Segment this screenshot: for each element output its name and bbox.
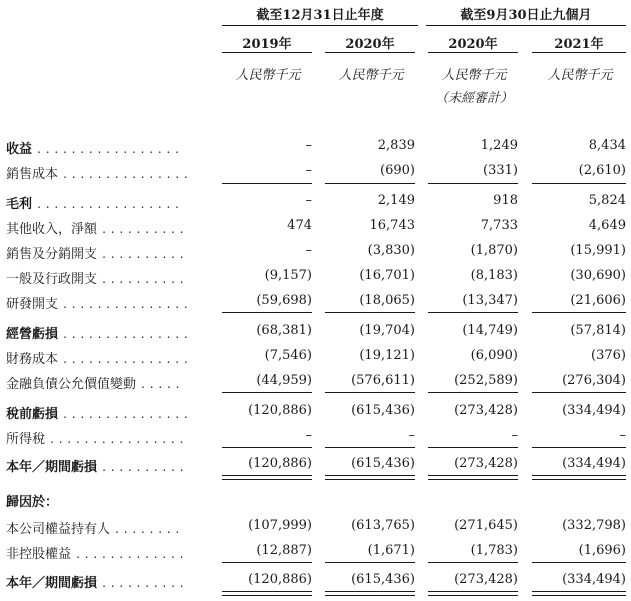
row-label-cell <box>6 138 211 157</box>
leader-dots: . . . . . . . . . . <box>102 272 185 286</box>
row-value-col2: (19,121) <box>359 348 415 363</box>
rule-after-non-controlling-col1 <box>222 562 312 563</box>
row-value-col1: (44,959) <box>256 373 312 388</box>
row-label: 研發開支 <box>6 297 59 312</box>
row-value-col1: (12,887) <box>256 543 312 558</box>
row-value-col2: (615,436) <box>351 403 415 418</box>
double-rule-total-bottom-col1 <box>222 595 312 596</box>
row-value-col3: (14,749) <box>462 323 518 338</box>
row-label-cell <box>6 403 211 422</box>
rule-after-cost-of-sales-col2 <box>325 183 415 184</box>
row-value-col1: (59,698) <box>256 293 312 308</box>
rule-after-rnd-col3 <box>428 312 518 313</box>
row-value-col1: (120,886) <box>248 572 312 587</box>
year-rule-1 <box>222 52 312 53</box>
row-value-col4: (276,304) <box>562 373 626 388</box>
row-label: 財務成本 <box>6 352 59 367</box>
leader-dots: . . . . . <box>141 377 180 391</box>
row-value-col2: (16,701) <box>359 268 415 283</box>
year-header-2020a: 2020年 <box>345 37 395 52</box>
row-value-col1: (7,546) <box>264 348 312 363</box>
double-rule-total-top-col1 <box>222 591 312 592</box>
leader-dots: . . . . . . . . . . <box>102 222 185 236</box>
rule-after-income-tax-col3 <box>428 447 518 448</box>
rule-after-non-controlling-col4 <box>532 562 626 563</box>
row-label-cell <box>6 518 211 537</box>
leader-dots: . . . . . . . . . . . . . . . <box>63 297 189 311</box>
rule-after-cost-of-sales-col4 <box>532 183 626 184</box>
rule-after-non-controlling-col2 <box>325 562 415 563</box>
row-label-cell <box>6 193 211 212</box>
row-label-cell <box>6 163 211 182</box>
rule-after-rnd-col1 <box>222 312 312 313</box>
row-value-col2: (18,065) <box>359 293 415 308</box>
header-group2-rule <box>426 25 626 26</box>
row-value-col1: (68,381) <box>256 323 312 338</box>
row-label-cell <box>6 428 211 447</box>
double-rule-bottom-col3 <box>428 479 518 480</box>
row-value-col3: (271,645) <box>454 518 518 533</box>
rule-after-fv-change-col2 <box>325 392 415 393</box>
row-value-col4: (1,696) <box>578 543 626 558</box>
row-value-col4: (334,494) <box>562 572 626 587</box>
leader-dots: . . . . . . . . . . . . . . . <box>63 407 189 421</box>
row-value-col1: (120,886) <box>248 403 312 418</box>
year-header-2019: 2019年 <box>242 37 292 52</box>
row-value-col2: 2,149 <box>377 193 415 208</box>
row-value-col4: 5,824 <box>588 193 626 208</box>
rule-after-non-controlling-col3 <box>428 562 518 563</box>
row-label: 非控股權益 <box>6 547 72 562</box>
rule-after-income-tax-col2 <box>325 447 415 448</box>
row-value-col3: (13,347) <box>462 293 518 308</box>
header-group-year-ended: 截至12月31日止年度 <box>256 8 384 23</box>
rule-after-fv-change-col3 <box>428 392 518 393</box>
double-rule-bottom-col4 <box>532 479 626 480</box>
row-value-col3: (273,428) <box>454 456 518 471</box>
row-value-col1: 474 <box>287 218 312 233</box>
row-label: 稅前虧損 <box>6 407 59 422</box>
row-value-col3: (273,428) <box>454 572 518 587</box>
row-value-col2: (613,765) <box>351 518 415 533</box>
row-value-col4: (334,494) <box>562 403 626 418</box>
row-value-col2: (3,830) <box>367 243 415 258</box>
row-label: 本公司權益持有人 <box>6 522 111 537</box>
double-rule-bottom-col2 <box>325 479 415 480</box>
row-value-col1: – <box>305 243 312 258</box>
currency-label-2: 人民幣千元 <box>338 68 404 83</box>
leader-dots: . . . . . . . . . . . . . <box>76 547 184 561</box>
double-rule-top-col1 <box>222 475 312 476</box>
row-value-col4: (30,690) <box>570 268 626 283</box>
row-value-col3: (252,589) <box>454 373 518 388</box>
row-value-col4: – <box>619 428 626 443</box>
double-rule-total-bottom-col2 <box>325 595 415 596</box>
double-rule-top-col2 <box>325 475 415 476</box>
row-value-col4: (57,814) <box>570 323 626 338</box>
double-rule-top-col4 <box>532 475 626 476</box>
rule-after-rnd-col2 <box>325 312 415 313</box>
row-label: 其他收入，淨額 <box>6 222 98 237</box>
leader-dots: . . . . . . . . . . <box>102 247 185 261</box>
row-value-col3: (1,870) <box>470 243 518 258</box>
row-value-col4: 4,649 <box>588 218 626 233</box>
row-value-col3: 1,249 <box>480 138 518 153</box>
leader-dots: . . . . . . . . . . . . . . . <box>63 167 189 181</box>
row-value-col1: (120,886) <box>248 456 312 471</box>
row-label: 金融負債公允價值變動 <box>6 377 137 392</box>
row-value-col4: (21,606) <box>570 293 626 308</box>
double-rule-total-top-col4 <box>532 591 626 592</box>
row-label: 本年／期間虧損 <box>6 460 98 475</box>
header-group-nine-months: 截至9月30日止九個月 <box>460 8 592 23</box>
leader-dots: . . . . . . . . . . <box>102 460 185 474</box>
rule-after-cost-of-sales-col3 <box>428 183 518 184</box>
row-value-col1: – <box>305 138 312 153</box>
row-value-col4: 8,434 <box>588 138 626 153</box>
row-label: 一般及行政開支 <box>6 272 98 287</box>
leader-dots: . . . . . . . . . . . . . . . . <box>50 432 184 446</box>
year-header-2021: 2021年 <box>554 37 604 52</box>
double-rule-total-bottom-col3 <box>428 595 518 596</box>
row-value-col2: (1,671) <box>367 543 415 558</box>
row-label-cell <box>6 218 211 237</box>
year-rule-3 <box>428 52 518 53</box>
row-value-col2: (615,436) <box>351 456 415 471</box>
rule-after-income-tax-col1 <box>222 447 312 448</box>
row-value-col2: (615,436) <box>351 572 415 587</box>
row-label: 經營虧損 <box>6 327 59 342</box>
row-value-col1: (107,999) <box>248 518 312 533</box>
row-value-col3: (331) <box>483 163 518 178</box>
row-label-cell <box>6 543 211 562</box>
row-label: 收益 <box>6 142 33 157</box>
row-value-col1: (9,157) <box>264 268 312 283</box>
rule-after-fv-change-col1 <box>222 392 312 393</box>
year-rule-2 <box>325 52 415 53</box>
row-label-cell <box>6 348 211 367</box>
double-rule-total-bottom-col4 <box>532 595 626 596</box>
row-label: 銷售及分銷開支 <box>6 247 98 262</box>
leader-dots: . . . . . . . . . . . . . . . . . <box>37 197 180 211</box>
row-value-col3: (6,090) <box>470 348 518 363</box>
double-rule-total-top-col3 <box>428 591 518 592</box>
row-label-cell <box>6 456 211 475</box>
row-label-cell <box>6 572 211 591</box>
row-label-cell <box>6 491 211 510</box>
leader-dots: . . . . . . . . <box>115 522 180 536</box>
double-rule-bottom-col1 <box>222 479 312 480</box>
rule-after-rnd-col4 <box>532 312 626 313</box>
row-label: 所得稅 <box>6 432 46 447</box>
row-label: 毛利 <box>6 197 33 212</box>
row-label: 銷售成本 <box>6 167 59 182</box>
row-label-cell <box>6 243 211 262</box>
leader-dots: . . . . . . . . . . . . . . . <box>63 327 189 341</box>
row-value-col2: (576,611) <box>351 373 415 388</box>
row-label-cell <box>6 323 211 342</box>
row-value-col1: – <box>305 193 312 208</box>
year-header-2020b: 2020年 <box>448 37 498 52</box>
row-value-col4: (2,610) <box>578 163 626 178</box>
row-value-col1: – <box>305 428 312 443</box>
leader-dots: . . . . . . . . . . <box>102 576 185 590</box>
row-value-col3: (8,183) <box>470 268 518 283</box>
row-value-col3: (1,783) <box>470 543 518 558</box>
leader-dots: . . . . . . . . . . . . . . . <box>63 352 189 366</box>
rule-after-income-tax-col4 <box>532 447 626 448</box>
year-rule-4 <box>532 52 626 53</box>
rule-after-fv-change-col4 <box>532 392 626 393</box>
row-label-cell <box>6 268 211 287</box>
currency-label-1: 人民幣千元 <box>235 68 301 83</box>
leader-dots: . . . . . . . . . . . . . . . . . <box>37 142 180 156</box>
row-value-col4: (376) <box>591 348 626 363</box>
row-label: 歸因於： <box>6 495 59 510</box>
row-value-col2: 2,839 <box>377 138 415 153</box>
row-value-col4: (334,494) <box>562 456 626 471</box>
rule-after-cost-of-sales-col1 <box>222 183 312 184</box>
row-label-cell <box>6 373 211 392</box>
row-value-col2: 16,743 <box>369 218 415 233</box>
currency-label-3: 人民幣千元 <box>441 68 507 83</box>
header-group1-rule <box>222 25 418 26</box>
row-value-col3: – <box>511 428 518 443</box>
row-value-col3: (273,428) <box>454 403 518 418</box>
unaudited-label: （未經審計） <box>434 91 513 106</box>
row-value-col4: (15,991) <box>570 243 626 258</box>
row-value-col2: (19,704) <box>359 323 415 338</box>
row-value-col2: – <box>408 428 415 443</box>
row-label: 本年／期間虧損 <box>6 576 98 591</box>
row-value-col4: (332,798) <box>562 518 626 533</box>
row-value-col1: – <box>305 163 312 178</box>
currency-label-4: 人民幣千元 <box>547 68 613 83</box>
row-value-col3: 7,733 <box>480 218 518 233</box>
double-rule-top-col3 <box>428 475 518 476</box>
row-value-col2: (690) <box>380 163 415 178</box>
row-label-cell <box>6 293 211 312</box>
row-value-col3: 918 <box>493 193 518 208</box>
double-rule-total-top-col2 <box>325 591 415 592</box>
